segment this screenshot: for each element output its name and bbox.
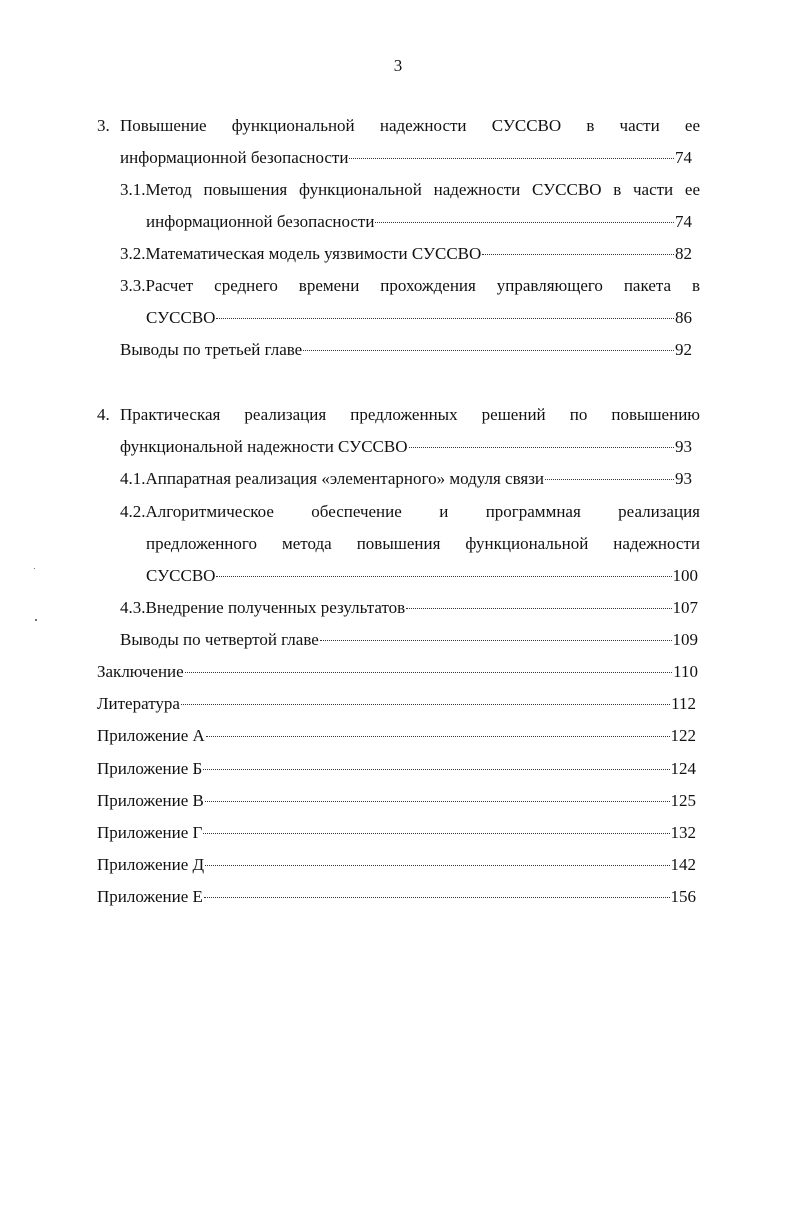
- toc-section-4-1-entry: [120, 467, 692, 491]
- toc-entry-title: Приложение А: [97, 726, 205, 745]
- toc-section-3-1-title: 3.1.Метод повышения функциональной надежности СУССВО в части ее: [120, 180, 700, 199]
- toc-section-4-3-entry: [120, 596, 698, 620]
- toc-page-number: 122: [670, 726, 696, 745]
- toc-entry-title: Приложение Г: [97, 823, 203, 842]
- toc-appendix-g-entry: [97, 821, 696, 845]
- toc-conclusion-entry: [97, 660, 698, 684]
- toc-entry-title: Выводы по четвертой главе: [120, 630, 319, 649]
- scan-speck: [34, 568, 35, 569]
- dot-leader: [545, 479, 674, 480]
- toc-entry-title: Заключение: [97, 662, 184, 681]
- toc-entry-title: Приложение Д: [97, 855, 205, 874]
- toc-page-number: 109: [672, 630, 698, 649]
- toc-chapter-3-title: Повышение функциональной надежности СУССВО в части ее: [120, 116, 700, 135]
- toc-appendix-d-entry: [97, 853, 696, 877]
- dot-leader: [409, 447, 675, 448]
- dot-leader: [216, 576, 671, 577]
- toc-entry-title: информационной безопасности: [146, 212, 375, 231]
- toc-entry-title: 4.1.Аппаратная реализация «элементарного» модуля связи: [120, 469, 545, 488]
- toc-section-3-3-entry: [146, 306, 692, 330]
- dot-leader: [185, 672, 672, 673]
- toc-entry-title: СУССВО: [146, 566, 216, 585]
- toc-page-number: 100: [672, 566, 698, 585]
- dot-leader: [216, 318, 674, 319]
- toc-chapter-3-conclusions-entry: [120, 338, 692, 362]
- toc-appendix-e-entry: [97, 885, 696, 909]
- toc-appendix-v-entry: [97, 789, 696, 813]
- dot-leader: [205, 865, 669, 866]
- dot-leader: [204, 897, 670, 898]
- toc-entry-title: информационной безопасности: [120, 148, 349, 167]
- toc-chapter-3-number: 3.: [97, 116, 110, 135]
- toc-entry-title: Выводы по третьей главе: [120, 340, 303, 359]
- toc-entry-title: Приложение В: [97, 791, 204, 810]
- scan-speck: [35, 619, 37, 621]
- toc-entry-title: 3.2.Математическая модель уязвимости СУССВО: [120, 244, 482, 263]
- toc-chapter-4-number: 4.: [97, 405, 110, 424]
- dot-leader: [303, 350, 674, 351]
- toc-page-number: 92: [675, 340, 692, 359]
- toc-page-number: 93: [675, 469, 692, 488]
- toc-entry-title: Приложение Е: [97, 887, 203, 906]
- toc-section-4-2-title-cont: предложенного метода повышения функциональной надежности: [146, 534, 700, 553]
- toc-page-number: 142: [670, 855, 696, 874]
- dot-leader: [375, 222, 674, 223]
- dot-leader: [203, 769, 669, 770]
- toc-section-3-2-entry: [120, 242, 692, 266]
- toc-page-number: 93: [675, 437, 692, 456]
- toc-chapter-4-conclusions-entry: [120, 628, 698, 652]
- toc-page-number: 107: [672, 598, 698, 617]
- dot-leader: [205, 801, 670, 802]
- dot-leader: [349, 158, 674, 159]
- toc-entry-title: Литература: [97, 694, 180, 713]
- toc-page-number: 124: [670, 759, 696, 778]
- toc-page-number: 156: [670, 887, 696, 906]
- toc-entry-title: 4.3.Внедрение полученных результатов: [120, 598, 406, 617]
- toc-chapter-3-entry: [120, 146, 692, 170]
- dot-leader: [181, 704, 670, 705]
- toc-page-number: 82: [675, 244, 692, 263]
- dot-leader: [406, 608, 671, 609]
- toc-literature-entry: [97, 692, 696, 716]
- toc-page-number: 74: [675, 148, 692, 167]
- toc-page-number: 125: [670, 791, 696, 810]
- toc-page-number: 74: [675, 212, 692, 231]
- toc-page-number: 86: [675, 308, 692, 327]
- toc-page-number: 110: [673, 662, 698, 681]
- toc-entry-title: СУССВО: [146, 308, 216, 327]
- toc-section-3-3-title: 3.3.Расчет среднего времени прохождения управляющего пакета в: [120, 276, 700, 295]
- toc-section-3-1-entry: [146, 210, 692, 234]
- toc-page-number: 112: [671, 694, 696, 713]
- toc-section-4-2-entry: [146, 564, 698, 588]
- dot-leader: [482, 254, 674, 255]
- toc-appendix-a-entry: [97, 724, 696, 748]
- page-number: 3: [393, 56, 403, 75]
- toc-appendix-b-entry: [97, 757, 696, 781]
- toc-entry-title: Приложение Б: [97, 759, 203, 778]
- toc-entry-title: функциональной надежности СУССВО: [120, 437, 408, 456]
- dot-leader: [320, 640, 672, 641]
- dot-leader: [203, 833, 669, 834]
- toc-page-number: 132: [670, 823, 696, 842]
- toc-chapter-4-entry: [120, 435, 692, 459]
- toc-section-4-2-title: 4.2.Алгоритмическое обеспечение и программная реализация: [120, 502, 700, 521]
- toc-chapter-4-title: Практическая реализация предложенных решений по повышению: [120, 405, 700, 424]
- dot-leader: [206, 736, 670, 737]
